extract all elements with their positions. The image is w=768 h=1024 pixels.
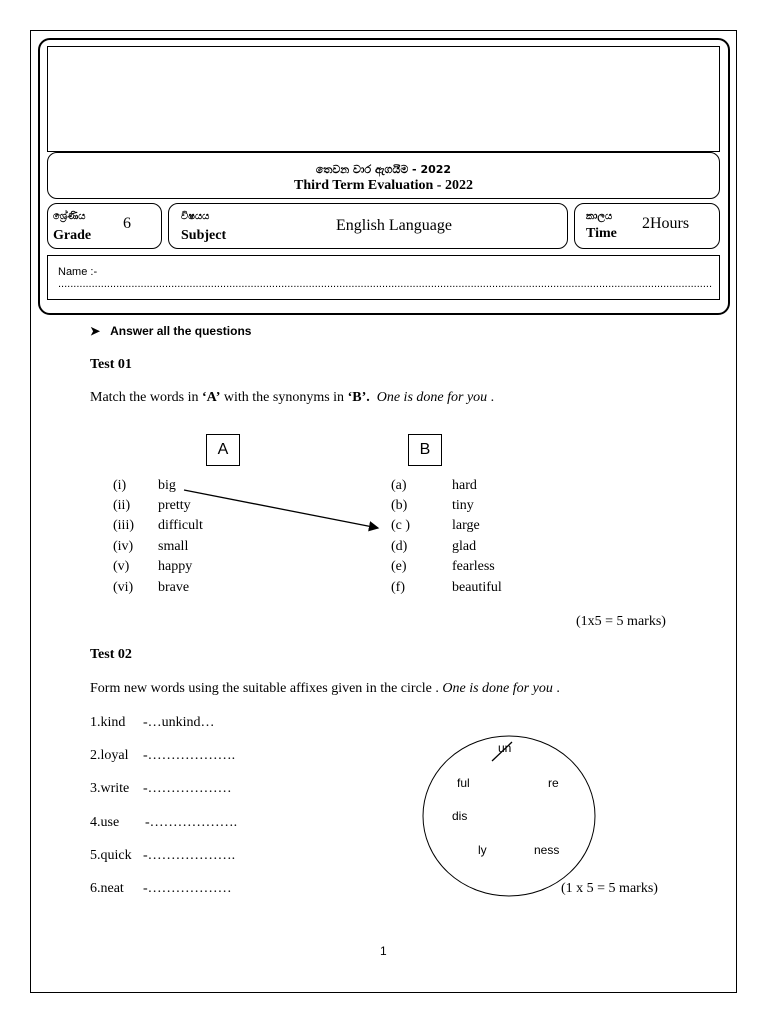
base-word: 4.use	[90, 815, 120, 830]
col-a-number: (vi)	[113, 580, 134, 595]
col-b-letter: (b)	[391, 498, 408, 513]
col-a-number: (iv)	[113, 539, 134, 554]
answer-blank[interactable]: -……………….	[143, 748, 236, 763]
time-value: 2Hours	[642, 215, 690, 232]
base-word: 2.loyal	[90, 748, 129, 763]
col-b-letter: (c )	[391, 518, 411, 533]
column-b-label: B	[408, 434, 442, 466]
instruction-text: Answer all the questions	[110, 324, 252, 338]
col-a-number: (ii)	[113, 498, 131, 513]
answer-blank[interactable]: -………………	[143, 781, 232, 796]
base-word: 3.write	[90, 781, 130, 796]
time-label-sinhala: කාලය	[586, 211, 613, 222]
name-field[interactable]: Name :- ......................................................................................................................................................................................................................	[58, 266, 713, 290]
base-word: 1.kind	[90, 715, 126, 730]
test2-instruction: Form new words using the suitable affixes given in the circle . One is done for you .	[90, 681, 560, 696]
test1-instruction: Match the words in ‘A’ with the synonyms in ‘B’. One is done for you .	[90, 390, 495, 405]
col-a-word: big	[158, 478, 176, 493]
affix-ly: ly	[478, 843, 487, 857]
grade-label-sinhala: ශ්‍රේණිය	[53, 211, 86, 222]
col-a-word: happy	[158, 559, 193, 574]
col-a-number: (v)	[113, 559, 130, 574]
col-a-number: (iii)	[113, 518, 134, 533]
col-b-word: beautiful	[452, 580, 502, 595]
grade-value: 6	[123, 215, 131, 232]
answer-blank[interactable]: -………………	[143, 881, 232, 896]
col-b-letter: (a)	[391, 478, 407, 493]
col-b-word: tiny	[452, 498, 474, 513]
subject-label-sinhala: විෂයය	[181, 211, 210, 222]
base-word: 5.quick	[90, 848, 132, 863]
col-a-word: pretty	[158, 498, 191, 513]
test2-title: Test 02	[90, 647, 132, 662]
col-b-letter: (d)	[391, 539, 408, 554]
col-a-word: brave	[158, 580, 190, 595]
grade-label: Grade	[53, 228, 92, 243]
affix-dis: dis	[452, 809, 468, 823]
page-number: 1	[380, 944, 387, 958]
test1-marks: (1x5 = 5 marks)	[576, 614, 666, 629]
affix-ful: ful	[457, 776, 470, 790]
answer-blank[interactable]: -……………….	[143, 848, 236, 863]
test2-marks: (1 x 5 = 5 marks)	[561, 881, 658, 896]
time-label: Time	[586, 226, 617, 241]
test1-title: Test 01	[90, 357, 132, 372]
affix-ness: ness	[534, 843, 560, 857]
subject-label: Subject	[181, 228, 227, 243]
col-b-word: glad	[452, 539, 477, 554]
col-b-letter: (f)	[391, 580, 405, 595]
col-b-word: hard	[452, 478, 477, 493]
affix-un: un	[498, 741, 512, 755]
arrow-bullet-icon: ➤	[90, 324, 101, 338]
answer-blank[interactable]: -…unkind…	[143, 715, 215, 730]
base-word: 6.neat	[90, 881, 124, 896]
col-a-word: small	[158, 539, 189, 554]
col-b-word: large	[452, 518, 480, 533]
answer-blank[interactable]: -……………….	[145, 815, 238, 830]
affix-re: re	[548, 776, 559, 790]
exam-title-english: Third Term Evaluation - 2022	[294, 178, 473, 193]
col-b-letter: (e)	[391, 559, 407, 574]
subject-value: English Language	[336, 217, 452, 234]
column-a-label: A	[206, 434, 240, 466]
col-a-number: (i)	[113, 478, 127, 493]
col-b-word: fearless	[452, 559, 495, 574]
exam-title-sinhala: තෙවන වාර ඇගයීම - 2022	[315, 163, 452, 176]
col-a-word: difficult	[158, 518, 203, 533]
